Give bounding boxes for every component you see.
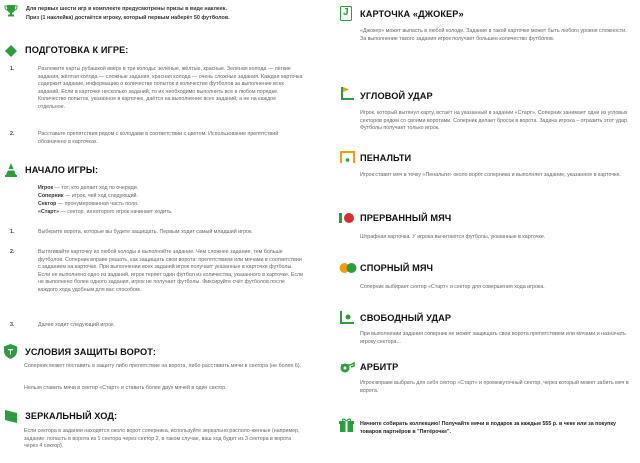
disputed-ball-icon (339, 261, 357, 279)
interrupted-text: Штрафная карточка. У игрока вычитаются футболы, указанные в карточке. (360, 234, 546, 240)
start-item-3: Далее ходит следующий игрок. (38, 322, 115, 328)
referee-title: АРБИТР (360, 362, 399, 372)
corner-flag-icon (341, 87, 354, 105)
prep-num-1: 1. (10, 66, 15, 72)
def-start (38, 209, 304, 217)
def-term: Сектор (38, 201, 57, 207)
interrupted-ball-icon (339, 211, 355, 229)
whistle-icon (339, 360, 355, 378)
disputed-title: СПОРНЫЙ МЯЧ (360, 263, 434, 273)
goal-icon (340, 150, 355, 168)
free-kick-icon (340, 311, 354, 329)
def-opponent (38, 193, 304, 201)
def-text: — тот, кто делает ход по очереди. (53, 185, 139, 191)
defense-text-1: Соперник может поставить в защиту либо препятствие на ворота, либо расставить мячи в сектора (не более 6). (24, 363, 302, 369)
defense-title: УСЛОВИЯ ЗАЩИТЫ ВОРОТ: (25, 347, 156, 357)
trophy-icon (4, 4, 18, 22)
start-item-1: Выберите ворота, которые вы будете защищать. Первым ходит самый младший игрок. (38, 229, 253, 235)
mirror-text: Если сектора в задании находятся около ворот соперника, используйте зеркально располо-женные (например, задание: попасть в ворота из 1 сектора через сектор 2, в таком случае, ваш ход будет из 3 сектора в ворота через 4 сектор). (24, 428, 300, 450)
free-kick-text: При выполнении задания соперник не может защищать свои ворота препятствием или мячами и назначать игроку сектора... (360, 331, 626, 345)
prep-title: ПОДГОТОВКА К ИГРЕ: (25, 45, 129, 55)
def-term: «Старт» (38, 209, 60, 215)
prep-item-1: Разложите карты рубашкой вверх в три колоды: зелёные, жёлтые, красные. Зелёная колода — лёгкие задания, жёлтая колода — сложные задания, красная колода — очень сложные задания. Каждая карточка содержит задание, информацию о количестве попыток и количестве футболов за выполнение всех заданий. Если в карточке несколько заданий, то их необходимо выполнить все в любом порядке. Количество попыток, указанное в карточке, даётся на выполнение всех заданий, а не на каждое отдельное. (38, 66, 303, 110)
start-item-2: Вытягивайте карточку из любой колоды и выполняйте задание. Чем сложнее задание, тем больше футболов. Соперник вправе решать, как защищать свои ворота: препятствием или мячами в соответствии с заданием на карточке. При выполнении всех заданий игрок получает указанные в карточке футболы. Если не выполнено одно из заданий, игрок теряет один футбол из количества, указанного в карточке. Если не выполнено более одного задания, игрок не получает футболы. Фиксируйте счёт футболов после каждого хода удобным для вас способом. (38, 249, 304, 293)
shield-icon (4, 344, 17, 364)
cone-icon (5, 163, 17, 182)
corner-title: УГЛОВОЙ УДАР (360, 91, 433, 101)
interrupted-title: ПРЕРВАННЫЙ МЯЧ (360, 213, 452, 223)
intro-line-1: Для первых шести игр в комплекте предусмотрены призы в виде наклеек. (26, 6, 227, 12)
footer-text: Начните собирать коллекцию! Получайте мячи в подарок за каждые 555 р. в чеке или за покупку товаров партнёров в "Пятёрочке". (360, 421, 616, 435)
penalty-title: ПЕНАЛЬТИ (360, 153, 412, 163)
def-term: Соперник (38, 193, 64, 199)
disputed-text: Соперник выбирает сектор «Старт» и сектор для совершения хода игрока. (360, 284, 545, 290)
def-term: Игрок (38, 185, 54, 191)
mirror-icon (5, 410, 17, 428)
gift-icon (339, 418, 354, 438)
diamond-icon (5, 44, 17, 62)
def-text: — игрок, чей ход следующий. (63, 193, 138, 199)
corner-text: Игрок, который вытянул карту, встаёт на указанный в задании «Старт». Соперник занимает одни из угловых секторов рядом со своими воротами. Соперник делает бросок в ворота. Задача игрока – отразить этот удар. Футболы получает только игрок. (360, 110, 629, 132)
def-player (38, 185, 304, 193)
joker-letter: J (343, 7, 349, 18)
start-num-2: 2. (10, 249, 15, 255)
prep-item-2: Расставьте препятствия рядом с колодами в соответствии с цветом. Использование препятствий обозначено в карточках. (38, 131, 279, 145)
mirror-title: ЗЕРКАЛЬНЫЙ ХОД: (25, 411, 118, 421)
def-text: — пронумерованная часть поля. (56, 201, 139, 207)
def-text: — сектор, из которого игрок начинает ходить. (59, 209, 173, 215)
start-title: НАЧАЛО ИГРЫ: (25, 165, 99, 175)
defense-text-2: Нельзя ставить мячи в сектор «Старт» и ставить более двух мячей в один сектор. (24, 385, 227, 391)
prep-num-2: 2. (10, 131, 15, 137)
def-sector (38, 201, 304, 209)
intro-line-2: Приз (1 наклейка) достаётся игроку, который первым наберёт 50 футболов. (26, 15, 230, 21)
start-num-1: 1. (10, 229, 15, 235)
penalty-text: Игрок ставит мяч в точку «Пенальти» около ворот соперника и выполняет задание, указанное в карточке. (360, 172, 621, 178)
joker-text: «Джокер» может выпасть в любой колоде. Задание в такой карточке может быть любого уровня сложности. За выполнение такого задания игрок получает большее количество футболов. (360, 28, 627, 42)
referee-text: Игрок вправе выбрать для себя сектор «Старт» и промежуточный сектор, через который может забить мяч в ворота. (360, 380, 629, 394)
start-num-3: 3. (10, 322, 15, 328)
free-kick-title: СВОБОДНЫЙ УДАР (360, 313, 452, 323)
joker-card-icon (340, 6, 352, 26)
joker-title: КАРТОЧКА «ДЖОКЕР» (360, 9, 464, 19)
